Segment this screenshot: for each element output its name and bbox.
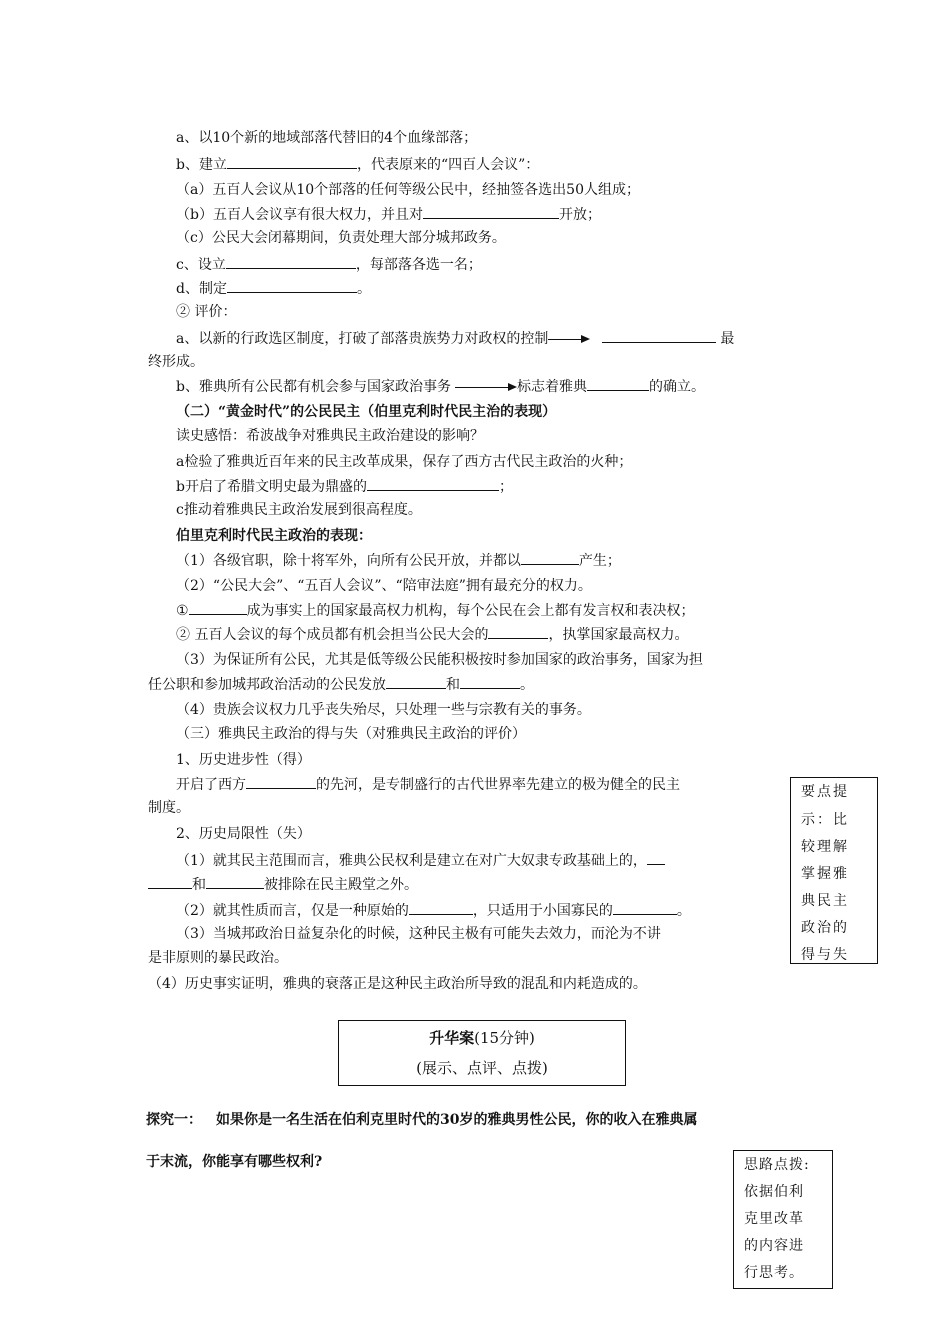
item-b: b、建立 ，代表原来的“四百人会议”：: [176, 154, 539, 175]
key-points-tip-box: 要点提 示：比 较理解 掌握雅 典民主 政治的 得与失: [790, 777, 878, 964]
blank-field[interactable]: [613, 900, 677, 915]
arrow-right-icon: [455, 380, 517, 394]
arrow-right-icon: [548, 332, 590, 346]
sublimation-title-box: [338, 1020, 626, 1086]
item-b-a: （a）五百人会议从10个部落的任何等级公民中，经抽签各选出50人组成；: [176, 182, 640, 198]
evaluation-heading: ② 评价：: [176, 304, 237, 320]
gain-line1: 开启了西方 的先河，是专制盛行的古代世界率先建立的极为健全的民主: [176, 774, 680, 795]
item-a: a、以10个新的地域部落代替旧的4个血缘部落；: [176, 130, 478, 146]
influence-c: c推动着雅典民主政治发展到很高程度。: [176, 502, 422, 518]
loss-3-line2: 是非原则的暴民政治。: [148, 950, 288, 966]
loss-1: （1）就其民主范围而言，雅典公民权利是建立在对广大奴隶专政基础上的，: [176, 850, 665, 871]
reading-prompt: 读史感悟：希波战争对雅典民主政治建设的影响？: [176, 428, 484, 444]
eval-a: a、以新的行政选区制度，打破了部落贵族势力对政权的控制 最: [176, 328, 734, 349]
loss-1-cont: 和 被排除在民主殿堂之外。: [148, 874, 418, 895]
sublimation-subtitle: (展示、点评、点拨): [416, 1059, 548, 1077]
item-b-c: （c）公民大会闭幕期间，负责处理大部分城邦政务。: [176, 230, 506, 246]
perf-2-a: ① 成为事实上的国家最高权力机构，每个公民在会上都有发言权和表决权；: [176, 600, 695, 621]
blank-field[interactable]: [148, 874, 192, 889]
loss-3-line1: （3）当城邦政治日益复杂化的时候，这种民主极有可能失去效力，而沦为不讲: [176, 926, 661, 942]
blank-field[interactable]: [367, 476, 499, 491]
item-c: c、设立 ，每部落各选一名；: [176, 254, 482, 275]
perf-2-b: ② 五百人会议的每个成员都有机会担当公民大会的 ，执掌国家最高权力。: [176, 624, 688, 645]
perf-3-line1: （3）为保证所有公民，尤其是低等级公民能积极按时参加国家的政治事务，国家为担: [176, 652, 703, 668]
blank-field[interactable]: [647, 850, 665, 865]
perf-3-line2: 任公职和参加城邦政治活动的公民发放 和 。: [148, 674, 534, 695]
loss-heading: 2、历史局限性（失）: [176, 826, 311, 842]
blank-field[interactable]: [246, 774, 316, 789]
sublimation-title: 升华案: [429, 1029, 475, 1047]
loss-2: （2）就其性质而言，仅是一种原始的 ，只适用于小国寡民的 。: [176, 900, 691, 921]
blank-field[interactable]: [587, 376, 649, 391]
blank-field[interactable]: [226, 254, 356, 269]
item-b-b: （b）五百人会议享有很大权力，并且对 开放；: [176, 204, 601, 225]
thinking-hint-box: 思路点拨: 依据伯利 克里改革 的内容进 行思考。: [733, 1150, 833, 1289]
sublimation-time: (15分钟): [474, 1029, 535, 1047]
section-heading-golden-age: （二）“黄金时代”的公民民主（伯里克利时代民主治的表现）: [176, 404, 557, 420]
perf-1: （1）各级官职，除十将军外，向所有公民开放，并都以 产生；: [176, 550, 621, 571]
section-heading-evaluation: （三）雅典民主政治的得与失（对雅典民主政治的评价）: [176, 726, 526, 742]
perf-2: （2）“公民大会”、“五百人会议”、“陪审法庭”拥有最充分的权力。: [176, 578, 592, 594]
gain-heading: 1、历史进步性（得）: [176, 752, 311, 768]
eval-a-cont: 终形成。: [148, 354, 204, 370]
influence-a: a检验了雅典近百年来的民主改革成果，保存了西方古代民主政治的火种；: [176, 454, 633, 470]
explore-question-line2: 于末流，你能享有哪些权利?: [146, 1154, 323, 1170]
blank-field[interactable]: [409, 900, 473, 915]
blank-field[interactable]: [488, 624, 548, 639]
blank-field[interactable]: [386, 674, 446, 689]
blank-field[interactable]: [206, 874, 264, 889]
eval-b: b、雅典所有公民都有机会参与国家政治事务 标志着雅典 的确立。: [176, 376, 705, 397]
blank-field[interactable]: [227, 154, 357, 169]
blank-field[interactable]: [227, 278, 357, 293]
perf-4: （4）贵族会议权力几乎丧失殆尽，只处理一些与宗教有关的事务。: [176, 702, 591, 718]
item-d: d、制定 。: [176, 278, 371, 299]
influence-b: b开启了希腊文明史最为鼎盛的 ；: [176, 476, 513, 497]
blank-field[interactable]: [423, 204, 559, 219]
gain-line2: 制度。: [148, 800, 190, 816]
blank-field[interactable]: [460, 674, 520, 689]
blank-field[interactable]: [521, 550, 579, 565]
explore-question-line1: 探究一： 如果你是一名生活在伯利克里时代的30岁的雅典男性公民，你的收入在雅典属: [146, 1112, 698, 1128]
blank-field[interactable]: [602, 328, 716, 343]
loss-4: （4）历史事实证明，雅典的衰落正是这种民主政治所导致的混乱和内耗造成的。: [148, 976, 647, 992]
blank-field[interactable]: [189, 600, 247, 615]
performance-heading: 伯里克利时代民主政治的表现：: [176, 528, 372, 544]
